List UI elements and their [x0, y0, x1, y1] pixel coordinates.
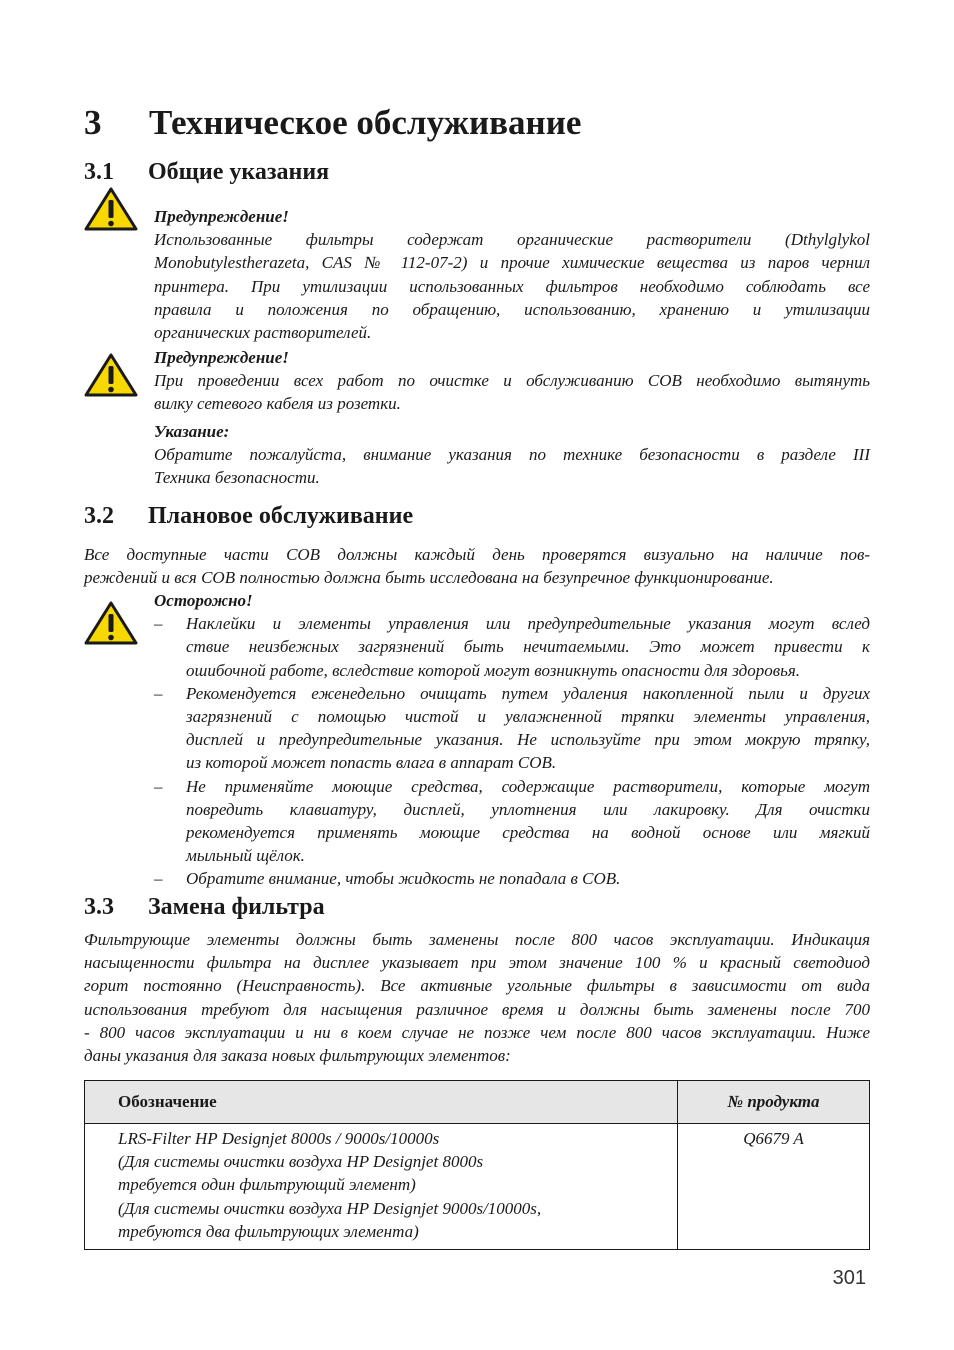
text-line: повредить клавиатуру, дисплей, уплотнения или лакировку. Для очистки	[186, 799, 870, 819]
warning-block-1	[154, 205, 870, 344]
text-line: При проведении всех работ по очистке и обслуживанию COB необходимо вытянуть	[154, 371, 870, 391]
section-number: 3.2	[84, 503, 114, 529]
text-line: даны указания для заказа новых фильтрующих элементов:	[84, 1046, 511, 1066]
text-line: требуется один фильтрующий элемент)	[118, 1175, 416, 1195]
section-title: Замена фильтра	[148, 894, 325, 920]
section-3-3-heading	[84, 892, 325, 922]
section-3-2-heading	[84, 501, 413, 531]
text-line: LRS-Filter HP Designjet 8000s / 9000s/10000s	[118, 1129, 440, 1148]
text-line: рекомендуется применять моющие средства на водной основе или мягкий	[186, 823, 870, 843]
text-line: – Наклейки и элементы управления или предупредительные указания могут вслед	[186, 614, 870, 634]
list-item	[154, 867, 870, 890]
text-line: использования требуют для насыщения различное время и должны быть заменены после 700	[84, 999, 870, 1019]
text-line: (Для системы очистки воздуха HP Designjet 8000s	[118, 1152, 484, 1172]
chapter-title-text: Техническое обслуживание	[149, 103, 582, 142]
text-line: загрязнений с помощью чистой и увлажненной тряпки элементы управления,	[186, 707, 870, 727]
text-line: органических растворителей.	[154, 323, 372, 343]
page-number: 301	[832, 1267, 866, 1289]
column-header-designation: Обозначение	[85, 1081, 678, 1124]
text-line: реждений и вся COB полностью должна быть исследована на безупречное функционирование.	[84, 568, 774, 588]
text-line: – Рекомендуется еженедельно очищать путем удаления накопленной пыли и других	[186, 683, 870, 703]
text-line: требуются два фильтрующих элемента)	[118, 1221, 419, 1241]
text-line: вилку сетевого кабеля из розетки.	[154, 394, 401, 414]
text-line: ошибочной работе, вследствие которой могут возникнуть опасности для здоровья.	[186, 660, 800, 680]
caution-block	[154, 589, 870, 891]
list-item	[154, 612, 870, 682]
product-number-cell: Q6679 A	[678, 1124, 870, 1250]
chapter-number: 3	[84, 103, 102, 142]
table-row	[85, 1124, 870, 1250]
chapter-title	[84, 100, 581, 146]
warning-block-2	[154, 346, 870, 416]
note-label: Указание:	[154, 422, 230, 441]
filter-intro	[84, 928, 870, 1067]
text-line: принтера. При утилизации использованных фильтров необходимо соблюдать все	[154, 276, 870, 296]
warning-triangle-icon	[84, 352, 138, 398]
warning-label: Предупреждение!	[154, 207, 289, 226]
warning-triangle-icon	[84, 186, 138, 232]
text-line: - 800 часов эксплуатации и ни в коем случае не позже чем после 800 часов эксплуатации. Ниже	[84, 1022, 870, 1042]
caution-label: Осторожно!	[154, 591, 253, 610]
warning-triangle-icon	[84, 600, 138, 646]
text-line: дисплей и предупредительные указания. Не используйте при этом мокрую тряпку,	[186, 730, 870, 750]
section-title: Плановое обслуживание	[148, 503, 414, 529]
text-line: Использованные фильтры содержат органические растворители (Dthylglykol	[154, 230, 870, 250]
list-item	[154, 775, 870, 868]
text-line: ствие неизбежных загрязнений быть нечитаемыми. Это может привести к	[186, 637, 870, 657]
filter-parts-table	[84, 1080, 870, 1250]
table-header-row	[85, 1081, 870, 1124]
text-line: из которой может попасть влага в аппарат COB.	[186, 753, 557, 773]
text-line: (Для системы очистки воздуха HP Designjet 9000s/10000s,	[118, 1198, 542, 1218]
note-block	[154, 420, 870, 490]
list-item	[154, 682, 870, 775]
maintenance-intro	[84, 543, 870, 589]
text-line: мыльный щёлок.	[186, 846, 305, 866]
text-line: Фильтрующие элементы должны быть заменены после 800 часов эксплуатации. Индикация	[84, 930, 870, 949]
text-line: правила и положения по обращению, использованию, хранению и утилизации	[154, 299, 870, 319]
caution-list	[154, 612, 870, 890]
column-header-product: № продукта	[678, 1081, 870, 1124]
text-line: горит постоянно (Неисправность). Все активные угольные фильтры в зависимости от вида	[84, 976, 870, 996]
section-number: 3.1	[84, 159, 114, 185]
section-number: 3.3	[84, 894, 114, 920]
text-line: – Не применяйте моющие средства, содержащие растворители, которые могут	[186, 776, 870, 796]
text-line: – Обратите внимание, чтобы жидкость не попадала в COB.	[186, 869, 621, 889]
text-line: Техника безопасности.	[154, 468, 320, 488]
designation-cell	[85, 1124, 678, 1250]
warning-label: Предупреждение!	[154, 348, 289, 367]
text-line: Все доступные части COB должны каждый день проверятся визуально на наличие пов-	[84, 545, 870, 564]
text-line: Обратите пожалуйста, внимание указания по технике безопасности в разделе III	[154, 445, 870, 465]
section-title: Общие указания	[148, 159, 330, 185]
text-line: Monobutylestherazeta, CAS № 112-07-2) и прочие химические вещества из паров чернил	[154, 253, 870, 273]
text-line: насыщенности фильтра на дисплее указывает при этом значение 100 % и красный светодиод	[84, 953, 870, 973]
section-3-1-heading	[84, 157, 329, 187]
